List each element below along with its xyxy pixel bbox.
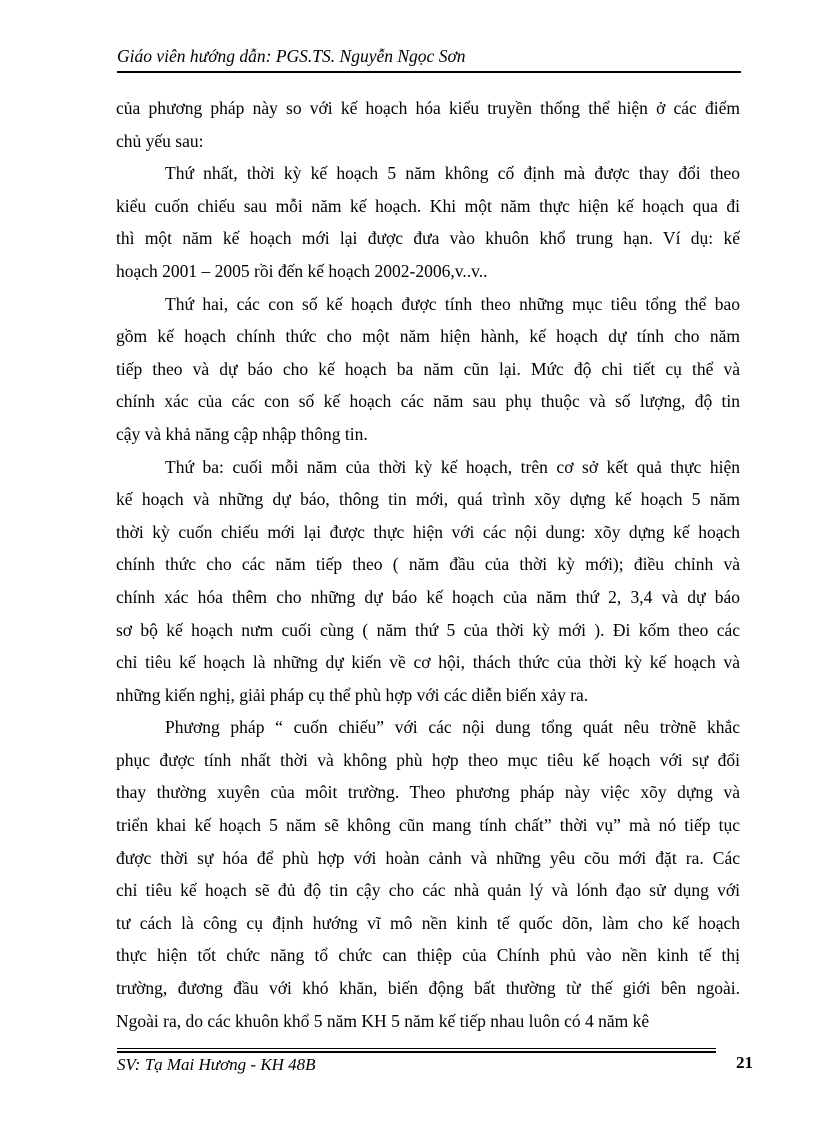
supervisor-line: Giáo viên hướng dẫn: PGS.TS. Nguyễn Ngọc Sơn [117, 46, 466, 66]
header-divider [117, 71, 741, 73]
text-line: được thời sự hóa để phù hợp với hoàn cảnh và những yêu cõu mới đặt ra. Các [116, 847, 740, 868]
paragraph-first-line: Thứ hai, các con số kế hoạch được tính theo những mục tiêu tổng thể bao [165, 293, 740, 314]
text-line: phục được tính nhất thời và không phù hợp theo mục tiêu kế hoạch với sự đổi [116, 749, 740, 770]
text-line: thực hiện tốt chức năng tổ chức can thiệp của Chính phủ vào nền kinh tế thị [116, 945, 740, 966]
text-line: chỉ tiêu kế hoạch là những dự kiến về cơ hội, thách thức của thời kỳ kế hoạch và [116, 652, 740, 673]
text-line: của phương pháp này so với kế hoạch hóa kiểu truyền thống thể hiện ở các điểm [116, 98, 740, 118]
footer-rule-thin [117, 1048, 716, 1049]
paragraph-first-line: Thứ ba: cuối mỗi năm của thời kỳ kế hoạch, trên cơ sở kết quả thực hiện [165, 456, 740, 477]
text-line: cậy và khả năng cập nhập thông tin. [116, 423, 368, 444]
text-line: thời kỳ cuốn chiếu mới lại được thực hiện với các nội dung: xõy dựng kế hoạch [116, 521, 740, 542]
text-line: thì một năm kế hoạch mới lại được đưa vào khuôn khổ trung hạn. Ví dụ: kế [116, 228, 740, 249]
text-line: chính xác của các con số kế hoạch các năm sau phụ thuộc và số lượng, độ tin [116, 391, 740, 412]
footer-divider [117, 1048, 716, 1053]
page-header [117, 44, 741, 74]
text-line: trường, đương đầu với khó khăn, biến động bất thường từ thế giới bên ngoài. [116, 978, 740, 999]
text-line: thay thường xuyên của môit trường. Theo phương pháp này việc xõy dựng và [116, 782, 740, 803]
student-line: SV: Tạ Mai Hương - KH 48B [117, 1055, 316, 1074]
text-line: chủ yếu sau: [116, 130, 204, 151]
footer-rule-thick [117, 1051, 716, 1053]
text-line: kiểu cuốn chiếu sau mỗi năm kế hoạch. Khi một năm thực hiện kế hoạch qua đi [116, 195, 740, 216]
text-line: tiếp theo và dự báo cho kế hoạch ba năm cũn lại. Mức độ chi tiết cụ thể và [116, 358, 740, 379]
text-line: kế hoạch và những dự báo, thông tin mới, quá trình xõy dựng kế hoạch 5 năm [116, 489, 740, 510]
text-line: chính xác hóa thêm cho những dự báo kế hoạch của năm thứ 2, 3,4 và dự báo [116, 586, 740, 607]
text-line: sơ bộ kế hoạch nưm cuối cùng ( năm thứ 5 của thời kỳ mới ). Đi kốm theo các [116, 619, 740, 640]
paragraph-first-line: Phương pháp “ cuốn chiếu” với các nội dung tổng quát nêu trờnẽ khắc [165, 717, 740, 738]
text-line: những kiến nghị, giải pháp cụ thể phù hợp với các diễn biến xảy ra. [116, 684, 589, 705]
text-line: hoạch 2001 – 2005 rồi đến kế hoạch 2002-2006,v..v.. [116, 260, 488, 281]
page-number: 21 [736, 1053, 753, 1072]
text-line: triển khai kế hoạch 5 năm sẽ không cũn mang tính chất” thời vụ” mà nó tiếp tục [116, 815, 740, 836]
text-line: chính thức cho các năm tiếp theo ( năm đầu của thời kỳ mới); điều chỉnh và [116, 554, 740, 575]
body-text [116, 92, 740, 1037]
text-line: tư cách là công cụ định hướng vĩ mô nền kinh tế quốc dõn, làm cho kế hoạch [116, 912, 740, 933]
text-line: chỉ tiêu kế hoạch sẽ đủ độ tin cậy cho các nhà quản lý và lónh đạo sử dụng với [116, 880, 740, 901]
paragraph-first-line: Thứ nhất, thời kỳ kế hoạch 5 năm không cố định mà được thay đổi theo [165, 163, 740, 184]
text-line: gồm kế hoạch chính thức cho một năm hiện hành, kế hoạch dự tính cho năm [116, 326, 740, 347]
text-line: Ngoài ra, do các khuôn khổ 5 năm KH 5 năm kế tiếp nhau luôn có 4 năm kê [116, 1010, 650, 1031]
